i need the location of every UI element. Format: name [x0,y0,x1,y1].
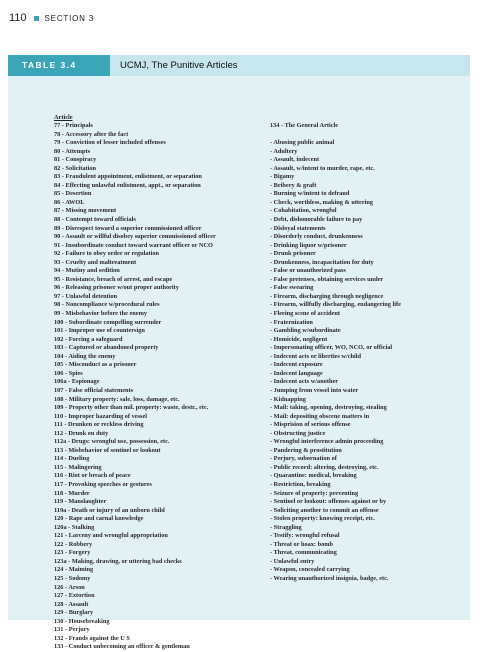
article-row: - Pandering & prostitution [270,446,342,454]
article-row: - Cohabitation, wrongful [270,207,337,215]
article-row: - Firearm, willfully discharging, endangering life [270,301,401,309]
article-row: - Testify: wrongful refusal [270,532,340,540]
article-row: 102 - Forcing a safeguard [54,335,123,343]
article-row: 119 - Manslaughter [54,498,107,506]
article-row: 108 - Military property: sale, loss, damage, etc. [54,395,180,403]
header-square-bullet [34,16,39,21]
article-row: - Firearm, discharging through negligence [270,292,384,300]
article-row: 104 - Aiding the enemy [54,352,116,360]
article-row: - Restriction, breaking [270,480,331,488]
article-row: 107 - False official statements [54,386,134,394]
article-row: 83 - Fraudulent appointment, enlistment, or separation [54,173,202,181]
article-row: - Soliciting another to commit an offense [270,506,379,514]
section-label: SECTION 3 [44,13,94,23]
article-row: - Debt, dishonorable failure to pay [270,216,363,224]
article-row: 106a - Espionage [54,378,100,386]
article-row: 78 - Accessory after the fact [54,130,129,138]
article-row: - Indecent exposure [270,361,323,369]
article-row: - Mail: depositing obscene matters in [270,412,370,420]
article-row: 96 - Releasing prisoner w/out proper authority [54,284,179,292]
article-row: 123a - Making, drawing, or uttering bad checks [54,557,182,565]
article-row: 98 - Noncompliance w/procedural rules [54,301,160,309]
article-row: - Adultery [270,147,298,155]
article-row: 118 - Murder [54,489,90,497]
article-row: - Fraternization [270,318,313,326]
article-row: - Gambling w/subordinate [270,327,341,335]
article-row: 103 - Captured or abandoned property [54,344,159,352]
article-row: 120 - Rape and carnal knowledge [54,515,144,523]
article-row: 112a - Drugs: wrongful use, possession, etc. [54,438,170,446]
article-row: - False or unauthorized pass [270,267,346,275]
article-row: - Disorderly conduct, drunkenness [270,233,363,241]
column-heading: Article [54,114,73,121]
article-row: 89 - Disrespect toward a superior commissioned officer [54,224,202,232]
article-row: - Drinking liquor w/prisoner [270,241,347,249]
article-row: - Fleeing scene of accident [270,310,340,318]
article-row: - Misprision of serious offense [270,421,351,429]
article-row: 79 - Conviction of lesser included offenses [54,139,166,147]
article-row: 133 - Conduct unbecoming an officer & gentleman [54,643,190,651]
article-row: 105 - Misconduct as a prisoner [54,361,137,369]
article-row: - Weapon, concealed carrying [270,566,350,574]
article-row: 127 - Extortion [54,592,95,600]
article-row: 109 - Property other than mil. property: waste, destr., etc. [54,404,209,412]
article-row: 80 - Attempts [54,147,91,155]
article-row: - Abusing public animal [270,139,335,147]
article-row: 97 - Unlawful detention [54,292,118,300]
article-row: - False pretenses, obtaining services under [270,275,384,283]
article-row: - Quarantine: medical, breaking [270,472,357,480]
article-row: 115 - Malingering [54,463,102,471]
article-row: 130 - Housebreaking [54,617,110,625]
article-row: - Unlawful entry [270,557,315,565]
table-title-bar [8,55,470,76]
article-row: 85 - Desertion [54,190,92,198]
article-row: - Assault, indecent [270,156,320,164]
article-row: - Threat, communicating [270,549,337,557]
page-header [9,11,94,25]
article-row: - Kidnapping [270,395,306,403]
article-row: - Public record: altering, destroying, etc. [270,463,379,471]
article-row: 121 - Larceny and wrongful appropriation [54,532,168,540]
article-row: 120a - Stalking [54,523,95,531]
right-article-column [270,122,401,584]
article-row: 106 - Spies [54,369,83,377]
article-row: 82 - Solicitation [54,164,96,172]
article-row: 123 - Forgery [54,549,91,557]
article-row: 134 - The General Article [270,122,339,129]
article-row: 100 - Subordinate compelling surrender [54,318,162,326]
article-row: - Bigamy [270,173,295,181]
article-row: 81 - Conspiracy [54,156,97,164]
article-row: 132 - Frauds against the U S [54,634,130,642]
article-row: 117 - Provoking speeches or gestures [54,480,152,488]
article-row: 86 - AWOL [54,198,85,206]
article-row: - Homicide, negligent [270,335,328,343]
article-row: 119a - Death or injury of an unborn child [54,506,165,514]
article-row: 87 - Missing movement [54,207,117,215]
article-row: 126 - Arson [54,583,85,591]
article-row: - Indecent language [270,369,323,377]
article-row: 110 - Improper hazarding of vessel [54,412,147,420]
article-row: 93 - Cruelty and maltreatment [54,258,137,266]
article-row: - Drunk prisoner [270,250,316,258]
article-row: - Drunkenness, incapacitation for duty [270,258,374,266]
article-row: - Obstructing justice [270,429,326,437]
article-row: 91 - Insubordinate conduct toward warrant officer or NCO [54,241,213,249]
article-row: 94 - Mutiny and sedition [54,267,120,275]
left-article-column [54,122,216,652]
article-row: 95 - Resistance, breach of arrest, and escape [54,275,173,283]
article-row: - Indecent acts or liberties w/child [270,352,362,360]
table-label: TABLE 3.4 [8,55,110,76]
article-row: - Assault, w/intent to murder, rape, etc. [270,164,375,172]
table-panel [8,55,470,651]
article-row: - False swearing [270,284,314,292]
article-row: - Seizure of property: preventing [270,489,359,497]
article-row: 129 - Burglary [54,609,94,617]
article-row: 125 - Sodomy [54,574,91,582]
article-row: 92 - Failure to obey order or regulation [54,250,159,258]
article-row: - Straggling [270,523,302,531]
article-row: 122 - Robbery [54,540,93,548]
article-row: 114 - Dueling [54,455,90,463]
article-row: 88 - Contempt toward officials [54,216,136,224]
article-row: 112 - Drunk on duty [54,429,109,437]
article-row: 131 - Perjury [54,626,90,634]
article-row: 84 - Effecting unlawful enlistment, appt., or separation [54,181,201,189]
article-row: 124 - Maiming [54,566,94,574]
article-row: - Stolen property: knowing receipt, etc. [270,515,375,523]
article-row: 77 - Principals [54,122,93,129]
article-row: - Check, worthless, making & uttering [270,198,374,206]
article-row: - Bribery & graft [270,181,317,189]
article-row: - Sentinel or lookout: offenses against or by [270,498,387,506]
article-row: - Impersonating officer, WO, NCO, or official [270,344,393,352]
article-row: 116 - Riot or breach of peace [54,472,131,480]
article-row: - Burning w/intent to defraud [270,190,350,198]
article-row: 101 - Improper use of countersign [54,327,145,335]
article-row: - Mail: taking, opening, destroying, stealing [270,404,387,412]
article-row: - Wearing unauthorized insignia, badge, etc. [270,574,389,582]
article-row: - Disloyal statements [270,224,326,232]
article-row: 111 - Drunken or reckless driving [54,421,144,429]
article-row: 113 - Misbehavior of sentinel or lookout [54,446,161,454]
article-row: 90 - Assault or willful disobey superior commissioned officer [54,233,216,241]
article-row: - Jumping from vessel into water [270,386,359,394]
page-number: 110 [9,12,27,24]
article-row: 99 - Misbehavior before the enemy [54,310,147,318]
article-row [270,131,401,140]
article-row: - Indecent acts w/another [270,378,339,386]
table-caption: UCMJ, The Punitive Articles [120,60,238,71]
article-row: - Wrongful interference admin proceeding [270,438,384,446]
article-row: 128 - Assault [54,600,89,608]
article-row: - Threat or hoax: bomb [270,540,333,548]
article-row: - Perjury, subornation of [270,455,337,463]
